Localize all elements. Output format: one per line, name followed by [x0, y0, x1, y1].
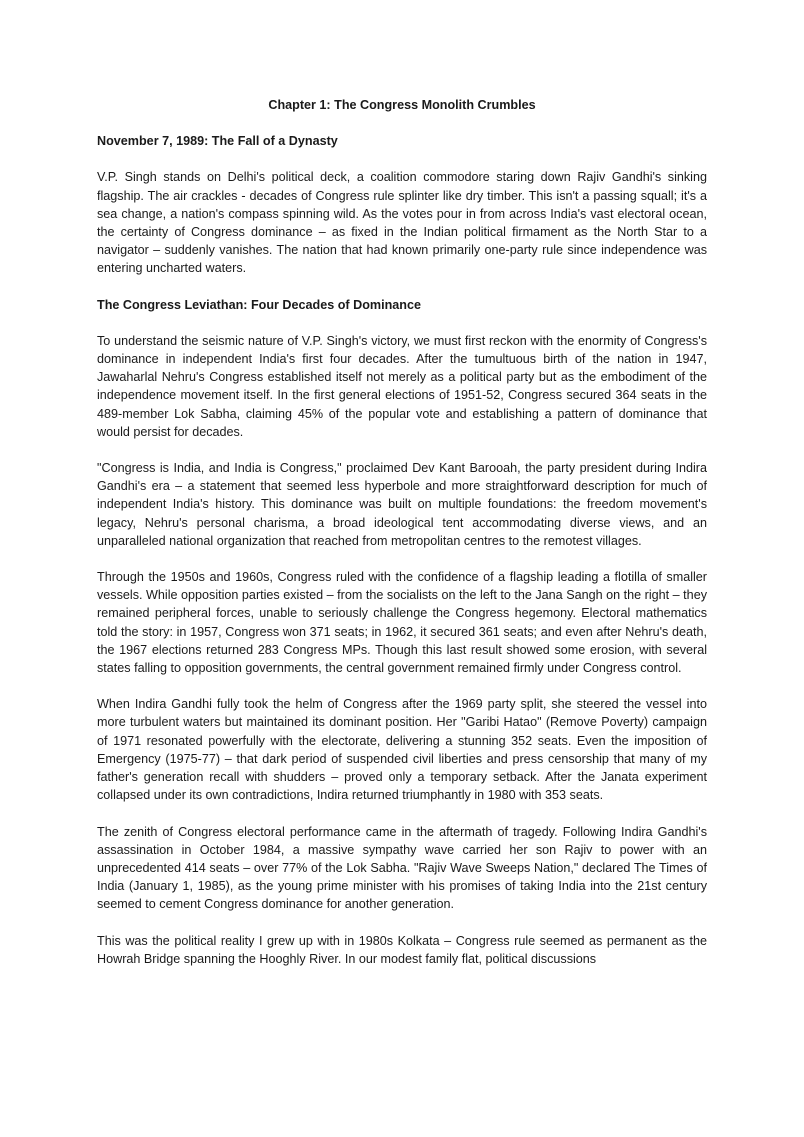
paragraph: "Congress is India, and India is Congress," proclaimed Dev Kant Barooah, the party president during Indira Gandhi's era – a statement that seemed less hyperbole and more straightforward description for much of independent India's history. This dominance was built on multiple foundations: the freedom movement's legacy, Nehru's personal charisma, a broad ideological tent accommodating diverse views, and an unparalleled national organization that reached from metropolitan centres to the remotest villages.: [97, 461, 707, 548]
paragraph: To understand the seismic nature of V.P. Singh's victory, we must first reckon with the enormity of Congress's dominance in independent India's first four decades. After the tumultuous birth of the nation in 1947, Jawaharlal Nehru's Congress established itself not merely as a political party but as the embodiment of the independence movement itself. In the first general elections of 1951-52, Congress secured 364 seats in the 489-member Lok Sabha, claiming 45% of the popular vote and establishing a pattern of dominance that would persist for decades.: [97, 333, 707, 439]
document-page: [97, 96, 707, 986]
paragraph: Through the 1950s and 1960s, Congress ruled with the confidence of a flagship leading a flotilla of smaller vessels. While opposition parties existed – from the socialists on the left to the Jana Sangh on the right – they remained peripheral forces, unable to seriously challenge the Congress hegemony. Electoral mathematics told the story: in 1957, Congress won 371 seats; in 1962, it secured 361 seats; and even after Nehru's death, the 1967 elections returned 283 Congress MPs. Though this last result showed some erosion, with several states falling to opposition governments, the central government remained firmly under Congress control.: [97, 570, 707, 676]
paragraph: When Indira Gandhi fully took the helm of Congress after the 1969 party split, she steered the vessel into more turbulent waters but maintained its dominant position. Her "Garibi Hatao" (Remove Poverty) campaign of 1971 resonated powerfully with the electorate, delivering a stunning 352 seats. Even the imposition of Emergency (1975-77) – that dark period of suspended civil liberties and press censorship that many of my father's generation recall with shudders – proved only a temporary setback. After the Janata experiment collapsed under its own contradictions, Indira returned triumphantly in 1980 with 353 seats.: [97, 697, 707, 803]
section-heading-congress-leviathan: The Congress Leviathan: Four Decades of Dominance: [97, 297, 422, 312]
paragraph: The zenith of Congress electoral performance came in the aftermath of tragedy. Following Indira Gandhi's assassination in October 1984, a massive sympathy wave carried her son Rajiv to power with an unprecedented 414 seats – over 77% of the Lok Sabha. "Rajiv Wave Sweeps Nation," declared The Times of India (January 1, 1985), as the young prime minister with his promises of taking India into the 21st century seemed to cement Congress dominance for another generation.: [97, 824, 707, 912]
section-heading-fall-of-dynasty: November 7, 1989: The Fall of a Dynasty: [97, 134, 338, 149]
paragraph: This was the political reality I grew up with in 1980s Kolkata – Congress rule seemed as permanent as the Howrah Bridge spanning the Hooghly River. In our modest family flat, political discussions: [97, 933, 707, 966]
paragraph: V.P. Singh stands on Delhi's political deck, a coalition commodore staring down Rajiv Gandhi's sinking flagship. The air crackles - decades of Congress rule splinter like dry timber. This isn't a passing squall; it's a sea change, a nation's compass spinning wild. As the votes pour in from across India's vast electoral ocean, the certainty of Congress dominance – as fixed in the Indian political firmament as the North Star to a navigator – suddenly vanishes. The nation that had known primarily one-party rule since independence was entering uncharted waters.: [97, 170, 707, 276]
chapter-title: Chapter 1: The Congress Monolith Crumbles: [268, 98, 536, 112]
